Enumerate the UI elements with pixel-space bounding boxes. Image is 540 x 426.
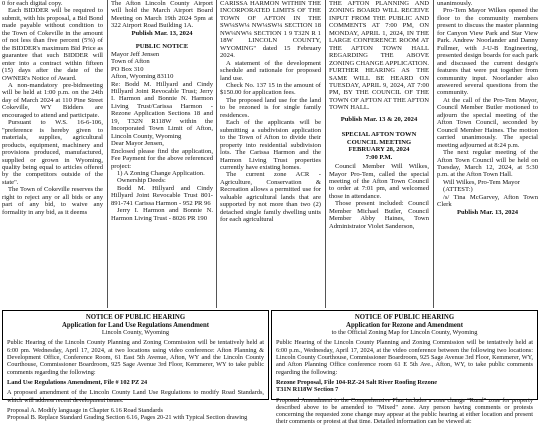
paragraph: Re: Bodd M. Hillyard and Cindy Hillyard Joint Revocable Trust; Jerry I. Harmon and Bonnie N. Harmon Living Trust/Carissa Harmon - Rezone Application Sections 18 and 19, T32N R118W within the Incorporated Town Limit of Afton, Lincoln County, Wyoming [111, 80, 213, 140]
column-5 [437, 0, 538, 308]
paragraph: The Afton Lincoln County Airport will hold the March Airport Board Meeting on March 19th 2024 5pm at 322 Airport Road Building 1A. [111, 0, 213, 30]
file-heading: Land Use Regulations Amendment, File # 102 PZ 24 [7, 378, 148, 386]
paragraph: The proposed land use for the land to be rezoned is for single family residences. [220, 96, 321, 119]
paragraph: unanimously. [437, 0, 473, 7]
paragraph: Town of Afton [111, 58, 150, 66]
signature-name: /s/ Tina McGarvey, Afton Town Clerk [437, 193, 538, 209]
paragraph: 0 for each digital copy. [2, 0, 63, 7]
paragraph: At the call of the Pro-Tem Mayor, Council Member Butler motioned to adjourn the special meeting of the Afton Town Council, seconded by Council Member Haines. The motion carried unanimously. The special meeting adjourned at 8:24 p.m. [437, 96, 538, 149]
paragraph: Public Hearing of the Lincoln County Planning and Zoning Commission will be tentatively held at 6:00 p.m., Wednesday, April 17, 2024, at the video conference between the following two locations: Lincoln County Courthouse, Commissioner Boardroom, 925 Sage Avenue 3rd Floor, Kemmerer, WY, and Afton Planning Office conference room 61 E 5th Ave., Afton, WY, to take public comments regarding the following: [276, 339, 533, 376]
publish-date: Publish Mar. 13 & 20, 2024 [340, 115, 418, 123]
paragraph: Pro-Tem Mayor Wilkes opened the floor to the community members present to discuss the master planning for Canyon View Park and Star View Park. Andrew Noorlander and Danny Fullmer, with J-U-B Engineering, presented design boards for each park and discussed the current design's features that were put together from community input. Noorlander also answered several questions from the community. [437, 7, 538, 97]
paragraph: The Town of Cokeville reserves the right to reject any or all bids or any part of any bid, to waive any formality in any bid, as it deems [2, 186, 103, 216]
paragraph: Jerry I. Harmon and Bonnie N. Harmon Living Trust - 8026 PR 190 [111, 207, 213, 222]
notice-title: NOTICE OF PUBLIC HEARING [354, 314, 455, 321]
paragraph: A proposed amendment of the Lincoln County Land Use Regulations to modify Road Standards, which will address recent development issues. [7, 389, 264, 404]
column-divider [433, 0, 434, 308]
publish-date: Publish Mar. 13, 2024 [131, 29, 193, 37]
column-3 [220, 0, 321, 308]
paragraph: CARISSA HARMON WITHIN THE INCORPORATED LIMITS OF THE TOWN OF AFTON IN THE SW¼SW¼ NW¼SW¼ SECTION 18 NW¼NW¼ SECTION 1 9 T32N R 1 18W LINCOLN COUNTY, WYOMING" dated 15 February 2024. [220, 0, 321, 60]
public-hearing-notices [0, 310, 540, 426]
paragraph: A statement of the development schedule and rationale for proposed land use. [220, 59, 321, 82]
file-location: T31N R118W Section 7 [276, 386, 339, 394]
notice-location: to the Official Zoning Map for Lincoln County, Wyoming [331, 329, 478, 337]
paragraph: Dear Mayor Jensen, [111, 140, 164, 148]
paragraph: Each BIDDER will be required to submit, with his proposal, a Bid Bond made payable without condition to the Town of Cokeville in the amount of not less than five percent (5%) of the BIDDER's maximum Bid Price as guarantee that such BIDDER will enter into a contract within fifteen (15) days after the date of the OWNER's Notice of Award. [2, 7, 103, 82]
paragraph: Afton, Wyoming 83110 [111, 73, 174, 81]
notice-body [276, 339, 533, 425]
notice-title: NOTICE OF PUBLIC HEARING [85, 314, 186, 321]
paragraph: Pursuant to W.S. 16-6-106, "preference is hereby given to materials, supplies, agricultural products, equipment, machinery and provisions produced, manufactured, supplied or grown in Wyoming, quality being equal to articles offered by the competitors outside of the state". [2, 119, 103, 186]
column-divider [216, 0, 217, 308]
paragraph: Bodd M. Hillyard and Cindy Hillyard Joint Revocable Trust 801-891-741 Carissa Harmon - 952 PR 96 [111, 184, 213, 207]
notice-heading: PUBLIC NOTICE [135, 43, 189, 51]
paragraph: Proposal B. Replace Standard Grading Section 6.16, Pages 20-21 with Typical Section drawing [7, 414, 248, 422]
column-divider [325, 0, 326, 308]
notice-body [7, 339, 264, 421]
notice-box-rezone [271, 310, 538, 426]
meeting-date: FEBRUARY 28, 2024 [348, 146, 410, 154]
attest-label: (ATTEST:) [443, 186, 473, 194]
publish-date: Publish Mar. 13, 2024 [456, 208, 519, 216]
column-1 [2, 0, 103, 308]
paragraph: Ownership Deeds: [117, 177, 166, 185]
signature-name: Will Wilkes, Pro-Tem Mayor [443, 178, 520, 186]
paragraph: THE AFTON PLANNING AND ZONING BOARD WILL RECEIVE INPUT FROM THE PUBLIC AND COMMENTS AT 7:00 PM, ON MONDAY, APRIL 1, 2024, IN THE LARGE CONFERENCE ROOM AT THE AFTON TOWN HALL REGARDING THE ABOVE ZONING CHANGE APPLICATION. FURTHER HEARING AS THE SAME WILL BE HEARD ON TUESDAY, APRIL 9, 2024, AT 7:00 PM, BY THE COUNCIL OF THE TOWN OF AFTON AT THE AFTON TOWN HALL. [329, 0, 429, 112]
paragraph: Those present included: Council Member Michael Butler, Council Member Abby Haines, Town Administrator Violet Sanderson, [329, 200, 429, 230]
notice-subtitle: Application for Rezone and Amendment [346, 321, 463, 329]
paragraph: PO Box 310 [111, 65, 144, 73]
meeting-time: 7:00 P.M. [365, 153, 393, 161]
paragraph: Proposed Amendment to the Comprehensive Plan includes a zone change "Rural" zone for property described above to be amended to "Mixed" zone. Any person having comments or protests concerning the requested zone change may appear at the public hearing at either location and present their comments or protest at that time. Detailed information can be viewed at: [276, 396, 533, 426]
paragraph: Public Hearing of the Lincoln County Planning and Zoning Commission will be tentatively held at 6:00 pm. Wednesday, April 17, 2024, at two locations using video conference: Afton Planning & Development Office, Conference Room, 61 East 5th Avenue, Afton, WY and the Lincoln County Courthouse, Commissioner Boardroom, 925 Sage Avenue 3rd Floor, Kemmerer, WY to take public comments regarding the following: [7, 339, 264, 376]
paragraph: Council Member Will Wilkes, Mayor Pro-Tem, called the special meeting of the Afton Town Council to order at 7:01 pm, and welcomed those in attendance. [329, 163, 429, 200]
paragraph: Proposal A. Modify language in Chapter 6.16 Road Standards [7, 406, 164, 414]
paragraph: Check No. 137 15 in the amount of $150.00 for application fees. [220, 81, 321, 97]
notice-box-land-use [2, 310, 269, 422]
paragraph: Mayor Jeff Jensen [111, 50, 160, 58]
paragraph: Enclosed please find the application, Fee Payment for the above referenced project: [111, 147, 213, 170]
paragraph: Each of the applicants will be submitting a subdivision application to the Town of Afton to divide their property into residential subdivision lots. The Carissa Harmon and the Harmon Living Trust properties currently have existing homes. [220, 119, 321, 171]
notice-subtitle: Application for Land Use Regulations Amendment [62, 321, 209, 329]
notice-location: Lincoln County, Wyoming [101, 329, 170, 337]
column-4 [329, 0, 429, 308]
file-heading: Rezone Proposal, File 104-RZ-24 Salt River Roofing Rezone [276, 378, 438, 386]
paragraph: A non-mandatory pre-bidmeeting will be held at 1:00 p.m. on the 24th day of March 2024 at 110 Pine Street Cokeville, WY Bidders are encouraged to attend and participate. [2, 81, 103, 119]
meeting-heading: SPECIAL AFTON TOWN COUNCIL MEETING [341, 131, 417, 146]
paragraph: The next regular meeting of the Afton Town Council will be held on Tuesday, March 12, 2024, at 5:30 p.m. at the Afton Town Hall. [437, 149, 538, 179]
paragraph: 1) A Zoning Change Application. [117, 169, 205, 177]
paragraph: The current zone ACR - Agriculture, Conservation & Recreation allows a permitted use for valuable agricultural lands that are supported by not more than two (2) detached single family dwelling units for each agricultural [220, 171, 321, 224]
column-divider [107, 0, 108, 308]
column-2 [111, 0, 213, 308]
